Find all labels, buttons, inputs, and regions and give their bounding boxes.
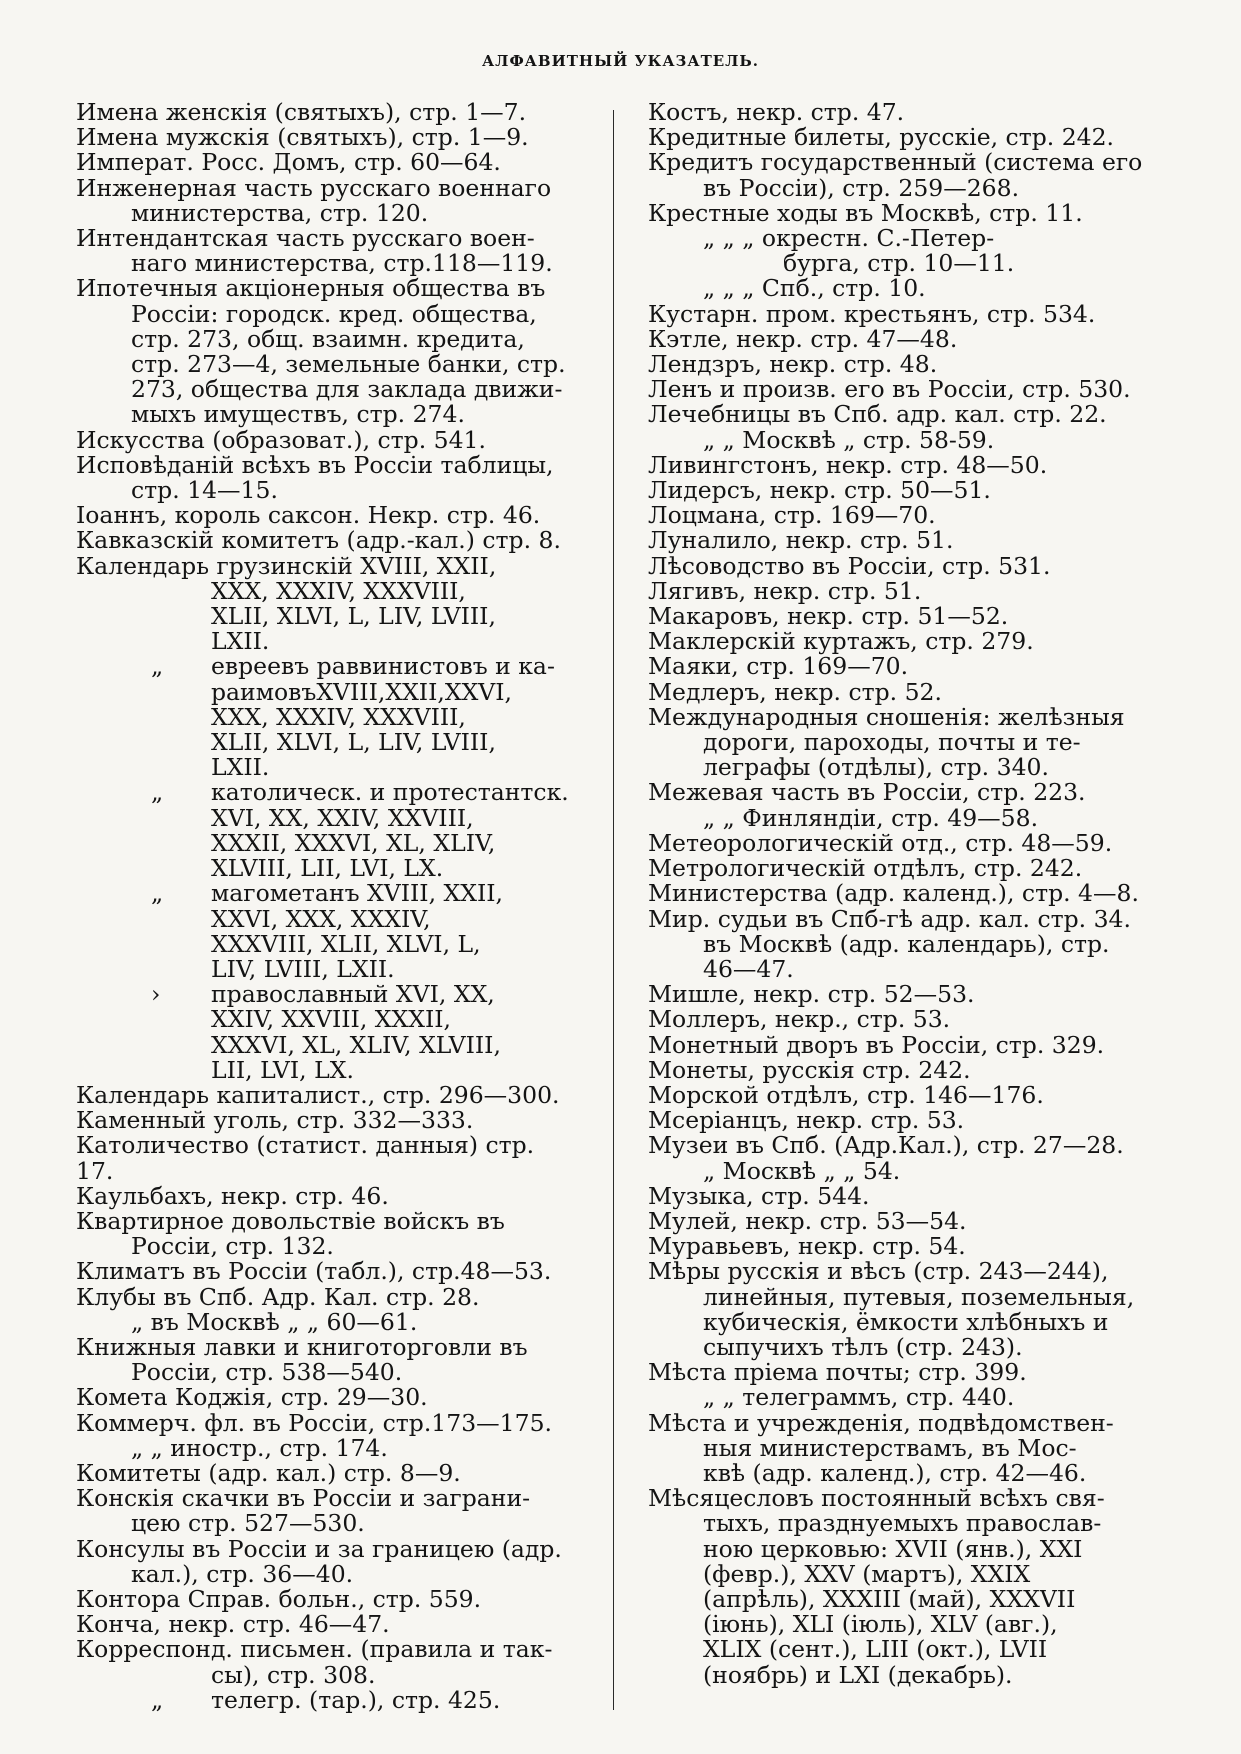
index-text: стр. 273, общ. взаимн. кредита, (131, 324, 525, 353)
index-text: (апрѣль), XXXIII (май), XXXVII (703, 1584, 1076, 1613)
index-line (76, 677, 576, 706)
index-line (76, 982, 576, 1007)
index-line (76, 100, 576, 125)
index-line (76, 1685, 576, 1714)
index-text: Лендзръ, некр. стр. 48. (648, 350, 938, 379)
index-text: LIV, LVIII, LXII. (211, 954, 395, 983)
index-line (76, 1433, 576, 1462)
index-text: Мѣры русскія и вѣсъ (стр. 243—244), (648, 1257, 1109, 1286)
index-line (648, 856, 1148, 881)
index-text: „ Москвѣ „ „ 54. (703, 1156, 901, 1185)
index-text: Лягивъ, некр. стр. 51. (648, 576, 922, 605)
index-text: бурга, стр. 10—11. (783, 249, 1015, 278)
ditto-mark: „ (151, 879, 164, 908)
index-line (648, 1332, 1148, 1361)
index-line (76, 551, 576, 580)
index-text: Россіи, стр. 538—540. (131, 1358, 403, 1387)
index-line (648, 1385, 1148, 1410)
index-line (76, 1259, 576, 1284)
index-text: Книжныя лавки и книготорговли въ (76, 1332, 528, 1361)
index-line (76, 1234, 576, 1259)
index-line (648, 352, 1148, 377)
index-text: Комета Коджія, стр. 29—30. (76, 1383, 428, 1412)
index-text: XXIV, XXVIII, XXXII, (211, 1005, 451, 1034)
index-line (648, 1055, 1148, 1084)
index-line (648, 125, 1148, 150)
index-line (76, 1133, 576, 1183)
index-line (76, 173, 576, 202)
index-line (648, 1360, 1148, 1385)
index-line (648, 604, 1148, 629)
left-column (76, 100, 576, 1713)
index-text: раимовъXVIII,XXII,XXVI, (211, 677, 513, 706)
ditto-mark: „ (151, 778, 164, 807)
index-text: Конча, некр. стр. 46—47. (76, 1610, 390, 1639)
index-text: LII, LVI, LX. (211, 1055, 354, 1084)
index-line (648, 1559, 1148, 1588)
index-text: сыпучихъ тѣлъ (стр. 243). (703, 1332, 1023, 1361)
index-line (76, 629, 576, 654)
index-line (76, 702, 576, 731)
index-line (648, 1486, 1148, 1511)
index-text: XXX, XXXIV, XXXVIII, (211, 576, 466, 605)
ditto-mark: › (151, 980, 161, 1009)
index-text: цею стр. 527—530. (131, 1509, 365, 1538)
index-line (648, 1408, 1148, 1437)
index-text: линейныя, путевыя, поземельныя, (703, 1282, 1135, 1311)
index-line (76, 1080, 576, 1109)
index-text: Клубы въ Спб. Адр. Кал. стр. 28. (76, 1282, 480, 1311)
index-line (648, 1307, 1148, 1336)
index-line (648, 478, 1148, 503)
index-text: „ „ Москвѣ „ стр. 58-59. (703, 425, 995, 454)
index-line (76, 954, 576, 983)
index-text: православный XVI, XX, (211, 980, 495, 1009)
index-line (648, 276, 1148, 301)
index-line (648, 803, 1148, 832)
index-line (648, 1007, 1148, 1032)
index-text: Ипотечныя акціонерныя общества въ (76, 274, 546, 303)
index-text: „ „ иностр., стр. 174. (131, 1433, 388, 1462)
index-line (76, 654, 576, 679)
index-text: Монеты, русскія стр. 242. (648, 1055, 971, 1084)
index-text: Музеи въ Спб. (Адр.Кал.), стр. 27—28. (648, 1131, 1124, 1160)
index-text: министерства, стр. 120. (131, 198, 429, 227)
index-line (648, 450, 1148, 479)
index-line (648, 1080, 1148, 1109)
index-text: наго министерства, стр.118—119. (131, 249, 553, 278)
ditto-mark: „ (151, 652, 164, 681)
index-line (76, 604, 576, 629)
index-line (648, 100, 1148, 125)
index-text: LXII. (211, 627, 270, 656)
index-text: Россіи: городск. кред. общества, (131, 299, 537, 328)
index-line (648, 677, 1148, 706)
index-text: Лоцмана, стр. 169—70. (648, 501, 936, 530)
index-line (76, 780, 576, 805)
index-text: Лечебницы въ Спб. адр. кал. стр. 22. (648, 400, 1107, 429)
index-line (648, 377, 1148, 402)
index-line (76, 576, 576, 605)
index-text: XLVIII, LII, LVI, LX. (211, 854, 444, 883)
index-text: XXXVI, XL, XLIV, XLVIII, (211, 1030, 501, 1059)
index-text: „ „ телеграммъ, стр. 440. (703, 1383, 1015, 1412)
index-line (648, 198, 1148, 227)
index-line (76, 1282, 576, 1311)
index-line (76, 803, 576, 832)
index-text: въ Россіи), стр. 259—268. (703, 173, 1020, 202)
index-text: Коммерч. фл. въ Россіи, стр.173—175. (76, 1408, 552, 1437)
index-text: ною церковью: XVII (янв.), XXI (703, 1534, 1083, 1563)
index-line (648, 1206, 1148, 1235)
index-text: Искусства (образоват.), стр. 541. (76, 425, 486, 454)
index-line (76, 450, 576, 479)
index-text: Маяки, стр. 169—70. (648, 652, 909, 681)
index-line (76, 1385, 576, 1410)
index-text: Метеорологическій отд., стр. 48—59. (648, 828, 1113, 857)
index-text: Мѣста пріема почты; стр. 399. (648, 1358, 1027, 1387)
index-text: Квартирное довольствіе войскъ въ (76, 1206, 505, 1235)
index-text: Исповѣданій всѣхъ въ Россіи таблицы, (76, 450, 554, 479)
index-text: Каменный уголь, стр. 332—333. (76, 1106, 474, 1135)
index-line (76, 1360, 576, 1385)
index-line (648, 528, 1148, 553)
index-text: „ „ „ Спб., стр. 10. (703, 274, 926, 303)
index-text: Лидерсъ, некр. стр. 50—51. (648, 476, 991, 505)
index-text: мыхъ имуществъ, стр. 274. (131, 400, 465, 429)
index-text: Конскія скачки въ Россіи и заграни- (76, 1484, 531, 1513)
index-text: „ „ Финляндіи, стр. 49—58. (703, 803, 1039, 832)
index-line (76, 1660, 576, 1689)
index-line (76, 276, 576, 301)
index-line (648, 929, 1148, 958)
index-line (648, 226, 1148, 251)
index-line (76, 478, 576, 503)
index-text: Кредитъ государственный (система его (648, 148, 1143, 177)
index-line (648, 982, 1148, 1007)
index-line (648, 402, 1148, 427)
index-line (76, 1637, 576, 1662)
index-text: Императ. Росс. Домъ, стр. 60—64. (76, 148, 501, 177)
index-line (76, 1206, 576, 1235)
index-line (76, 828, 576, 857)
index-line (76, 150, 576, 175)
index-line (76, 125, 576, 150)
index-line (76, 904, 576, 933)
index-text: Мишле, некр. стр. 52—53. (648, 980, 975, 1009)
index-text: XXX, XXXIV, XXXVIII, (211, 702, 466, 731)
index-line (76, 1408, 576, 1437)
index-text: Макаровъ, некр. стр. 51—52. (648, 602, 1009, 631)
index-line (76, 929, 576, 958)
index-text: Межевая часть въ Россіи, стр. 223. (648, 778, 1086, 807)
index-line (648, 654, 1148, 679)
index-line (648, 780, 1148, 805)
index-text: Контора Справ. больн., стр. 559. (76, 1584, 482, 1613)
index-line (76, 881, 576, 906)
index-text: LXII. (211, 753, 270, 782)
index-line (648, 324, 1148, 353)
index-text: Имена женскія (святыхъ), стр. 1—7. (76, 98, 527, 126)
index-line (648, 576, 1148, 605)
index-line (648, 1458, 1148, 1487)
index-text: тыхъ, празднуемыхъ православ- (703, 1509, 1102, 1538)
index-line (648, 828, 1148, 857)
index-line (76, 402, 576, 427)
index-line (76, 856, 576, 881)
column-divider (613, 110, 614, 1710)
index-line (648, 629, 1148, 654)
index-line (76, 1559, 576, 1588)
index-text: Ливингстонъ, некр. стр. 48—50. (648, 450, 1048, 479)
index-line (648, 425, 1148, 454)
index-text: магометанъ XVIII, XXII, (211, 879, 504, 908)
index-line (76, 1486, 576, 1511)
index-line (76, 1511, 576, 1536)
index-line (76, 352, 576, 377)
index-text: Календарь грузинскій XVIII, XXII, (76, 551, 497, 580)
index-text: Министерства (адр. календ.), стр. 4—8. (648, 879, 1139, 908)
index-line (76, 1332, 576, 1361)
index-text: XXVI, XXX, XXXIV, (211, 904, 431, 933)
right-column (648, 100, 1148, 1688)
index-line (76, 425, 576, 454)
index-text: XLIX (сент.), LIII (окт.), LVII (703, 1635, 1048, 1664)
index-text: евреевъ раввинистовъ и ка- (211, 652, 555, 681)
index-text: дороги, пароходы, почты и те- (703, 728, 1081, 757)
index-line (76, 198, 576, 227)
index-line (76, 755, 576, 780)
index-line (648, 702, 1148, 731)
index-line (76, 1584, 576, 1613)
index-text: Инженерная часть русскаго военнаго (76, 173, 552, 202)
index-text: Мир. судьи въ Спб-гѣ адр. кал. стр. 34. (648, 904, 1131, 933)
index-line (76, 528, 576, 553)
index-line (648, 1108, 1148, 1133)
index-text: Метрологическій отдѣлъ, стр. 242. (648, 854, 1083, 883)
index-line (76, 1030, 576, 1059)
index-line (648, 503, 1148, 528)
index-text: (ноябрь) и LXI (декабрь). (703, 1660, 1013, 1689)
index-line (648, 1133, 1148, 1158)
index-text: телегр. (тар.), стр. 425. (211, 1685, 501, 1714)
index-text: Имена мужскія (святыхъ), стр. 1—9. (76, 123, 529, 152)
index-text: Костъ, некр. стр. 47. (648, 98, 905, 126)
index-line (648, 299, 1148, 328)
index-line (76, 226, 576, 251)
index-line (648, 730, 1148, 755)
index-text: Луналило, некр. стр. 51. (648, 526, 954, 555)
index-line (76, 1612, 576, 1637)
index-text: Музыка, стр. 544. (648, 1181, 870, 1210)
index-line (648, 1433, 1148, 1462)
index-line (648, 1660, 1148, 1689)
index-line (648, 1534, 1148, 1563)
index-text: Кавказскій комитетъ (адр.-кал.) стр. 8. (76, 526, 561, 555)
index-line (648, 1584, 1148, 1613)
index-text: Международныя сношенія: желѣзныя (648, 702, 1125, 731)
index-line (648, 755, 1148, 780)
index-text: 46—47. (703, 954, 794, 983)
index-line (648, 1156, 1148, 1185)
index-line (648, 150, 1148, 175)
index-text: Крестные ходы въ Москвѣ, стр. 11. (648, 198, 1083, 227)
index-line (648, 1637, 1148, 1662)
index-line (648, 1234, 1148, 1259)
index-line (648, 1612, 1148, 1637)
index-line (648, 904, 1148, 933)
index-line (648, 954, 1148, 983)
index-text: Комитеты (адр. кал.) стр. 8—9. (76, 1458, 461, 1487)
index-text: Календарь капиталист., стр. 296—300. (76, 1080, 560, 1109)
index-text: Маклерскій куртажъ, стр. 279. (648, 627, 1034, 656)
index-line (648, 1259, 1148, 1284)
index-text: Лѣсоводство въ Россіи, стр. 531. (648, 551, 1051, 580)
index-text: Климатъ въ Россіи (табл.), стр.48—53. (76, 1257, 552, 1286)
index-text: католическ. и протестантск. (211, 778, 569, 807)
index-text: Консулы въ Россіи и за границею (адр. (76, 1534, 562, 1563)
index-text: XVI, XX, XXIV, XXVIII, (211, 803, 474, 832)
index-text: леграфы (отдѣлы), стр. 340. (703, 753, 1049, 782)
index-text: Мѣста и учрежденія, подвѣдомствен- (648, 1408, 1114, 1437)
index-text: Іоаннъ, король саксон. Некр. стр. 46. (76, 501, 541, 530)
index-text: Моллеръ, некр., стр. 53. (648, 1005, 951, 1034)
index-text: Кэтле, некр. стр. 47—48. (648, 324, 958, 353)
index-line (76, 251, 576, 276)
index-text: квѣ (адр. календ.), стр. 42—46. (703, 1458, 1087, 1487)
index-text: Каульбахъ, некр. стр. 46. (76, 1181, 389, 1210)
index-line (76, 377, 576, 402)
index-text: Корреспонд. письмен. (правила и так- (76, 1635, 553, 1664)
index-text: Интендантская часть русскаго воен- (76, 224, 535, 253)
index-line (648, 1511, 1148, 1536)
index-line (76, 1108, 576, 1133)
index-line (76, 1307, 576, 1336)
index-text: XXXVIII, XLII, XLVI, L, (211, 929, 481, 958)
index-text: Россіи, стр. 132. (131, 1232, 334, 1261)
ditto-mark: „ (151, 1685, 164, 1714)
index-line (76, 503, 576, 528)
index-text: Мсеріанцъ, некр. стр. 53. (648, 1106, 965, 1135)
index-text: Монетный дворъ въ Россіи, стр. 329. (648, 1030, 1105, 1059)
index-line (76, 324, 576, 353)
index-text: Муравьевъ, некр. стр. 54. (648, 1232, 966, 1261)
index-text: (іюнь), XLI (іюль), XLV (авг.), (703, 1610, 1058, 1639)
index-line (76, 1181, 576, 1210)
index-text: Мѣсяцесловъ постоянный всѣхъ свя- (648, 1484, 1105, 1513)
index-text: Кредитные билеты, русскіе, стр. 242. (648, 123, 1115, 152)
index-text: кубическія, ёмкости хлѣбныхъ и (703, 1307, 1109, 1336)
index-line (76, 1458, 576, 1487)
index-line (648, 881, 1148, 906)
index-text: „ въ Москвѣ „ „ 60—61. (131, 1307, 418, 1336)
index-text: Мулей, некр. стр. 53—54. (648, 1206, 967, 1235)
index-line (76, 1534, 576, 1563)
index-line (76, 1055, 576, 1084)
index-text: Кустарн. пром. крестьянъ, стр. 534. (648, 299, 1096, 328)
index-text: Католичество (статист. данныя) стр. 17. (76, 1131, 535, 1185)
index-text: стр. 273—4, земельные банки, стр. (131, 350, 566, 379)
index-line (76, 299, 576, 328)
index-text: Ленъ и произв. его въ Россіи, стр. 530. (648, 375, 1131, 404)
index-text: 273, общества для заклада движи- (131, 375, 563, 404)
index-line (648, 551, 1148, 580)
index-text: XLII, XLVI, L, LIV, LVIII, (211, 728, 496, 757)
index-line (76, 1007, 576, 1032)
index-line (648, 1282, 1148, 1311)
index-text: кал.), стр. 36—40. (131, 1559, 354, 1588)
index-line (648, 251, 1148, 276)
index-text: Морской отдѣлъ, стр. 146—176. (648, 1080, 1044, 1109)
index-text: въ Москвѣ (адр. календарь), стр. (703, 929, 1110, 958)
index-text: ныя министерствамъ, въ Мос- (703, 1433, 1077, 1462)
index-line (76, 730, 576, 755)
index-text: Медлеръ, некр. стр. 52. (648, 677, 942, 706)
index-text: (февр.), XXV (мартъ), XXIX (703, 1559, 1031, 1588)
index-text: стр. 14—15. (131, 476, 278, 505)
index-text: XLII, XLVI, L, LIV, LVIII, (211, 602, 496, 631)
index-line (648, 173, 1148, 202)
index-text: „ „ „ окрестн. С.-Петер- (703, 224, 995, 253)
index-line (648, 1030, 1148, 1059)
index-text: XXXII, XXXVI, XL, XLIV, (211, 828, 496, 857)
index-text: сы), стр. 308. (211, 1660, 376, 1689)
page-header: АЛФАВИТНЫЙ УКАЗАТЕЛЬ. (481, 52, 760, 70)
index-line (648, 1181, 1148, 1210)
